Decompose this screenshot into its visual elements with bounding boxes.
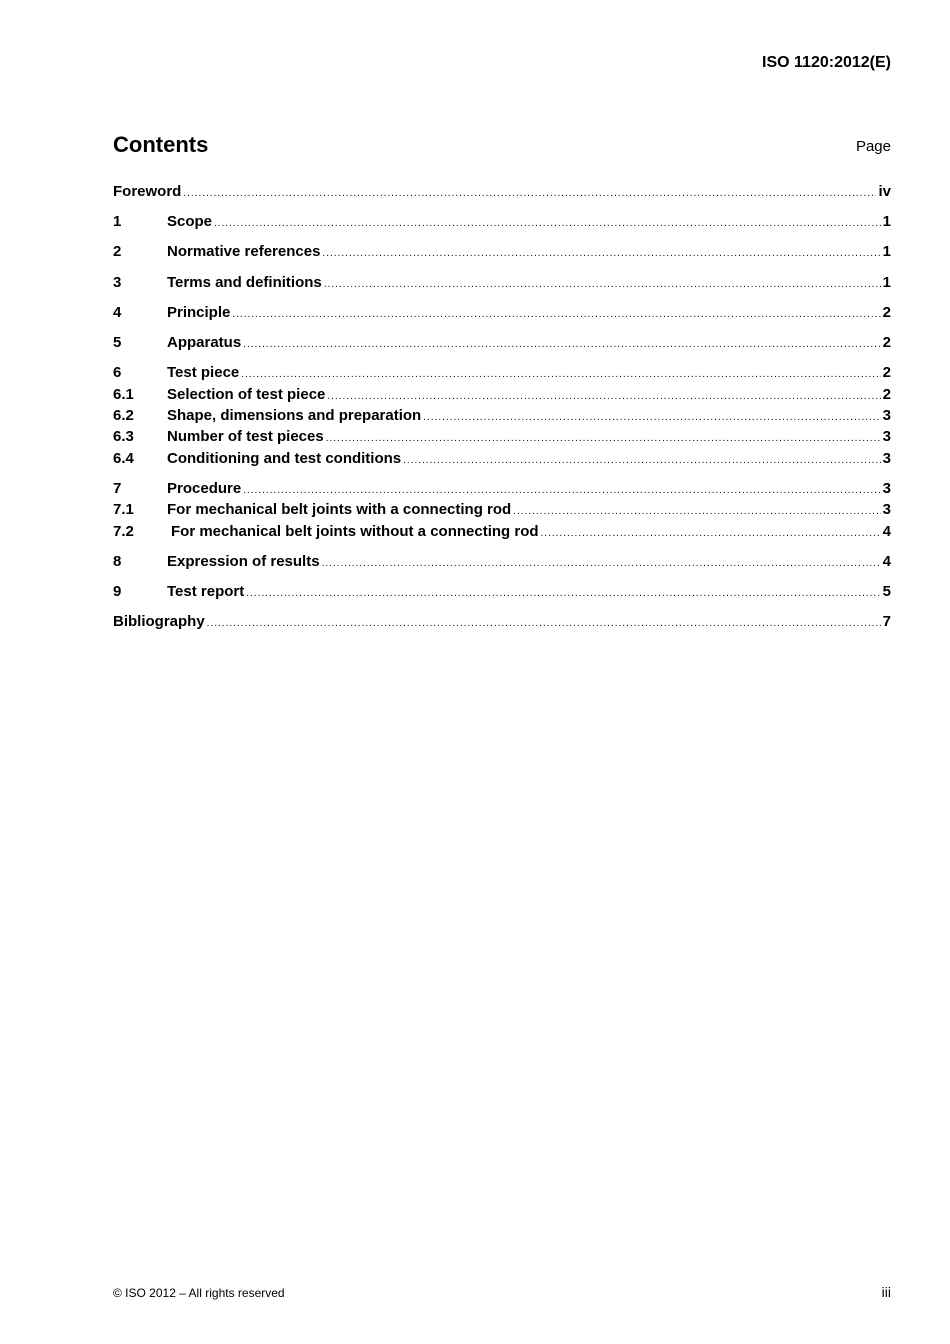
- toc-entry-number: 6.4: [113, 449, 134, 467]
- toc-entry-number: 4: [113, 303, 122, 321]
- toc-entry-page: iv: [878, 183, 891, 200]
- toc-entry-number: 6.1: [113, 385, 134, 403]
- toc-entry-title: Selection of test piece: [167, 385, 326, 403]
- toc-entry-number: 6.2: [113, 407, 134, 425]
- toc-entry-number: 6: [113, 364, 122, 382]
- dot-leader: [513, 502, 880, 521]
- toc-entry-page: 2: [882, 334, 891, 352]
- document-identifier: ISO 1120:2012(E): [762, 54, 891, 71]
- toc-entry-page: 4: [882, 553, 891, 571]
- toc-entry-page: 7: [882, 613, 891, 631]
- copyright-notice: © ISO 2012 – All rights reserved: [113, 1286, 285, 1300]
- toc-entry-title: Expression of results: [167, 553, 320, 571]
- toc-entry-page: 3: [882, 407, 891, 425]
- toc-entry-title: Foreword: [113, 183, 182, 200]
- dot-leader: [232, 305, 880, 324]
- dot-leader: [246, 584, 880, 603]
- dot-leader: [322, 244, 880, 263]
- toc-entry-expression-of-results[interactable]: [113, 552, 891, 573]
- toc-entry-selection-of-test-piece[interactable]: [113, 385, 891, 406]
- toc-entry-number: 3: [113, 273, 122, 291]
- dot-leader: [322, 554, 881, 573]
- footer-page-number: iii: [881, 1284, 891, 1300]
- toc-entry-page: 2: [882, 364, 891, 382]
- toc-entry-page: 4: [882, 522, 891, 540]
- dot-leader: [241, 365, 880, 384]
- toc-entry-title: For mechanical belt joints with a connecting rod: [167, 501, 512, 519]
- toc-entry-number: 2: [113, 243, 122, 261]
- toc-entry-title: Shape, dimensions and preparation: [167, 407, 422, 425]
- toc-entry-principle[interactable]: [113, 303, 891, 324]
- toc-entry-page: 2: [882, 385, 891, 403]
- toc-entry-number-of-test-pieces[interactable]: [113, 427, 891, 448]
- toc-entry-number: 5: [113, 334, 122, 352]
- toc-entry-page: 1: [882, 273, 891, 291]
- toc-entry-title: Bibliography: [113, 613, 205, 631]
- toc-entry-title: Scope: [167, 213, 213, 231]
- toc-entry-normative-references[interactable]: [113, 242, 891, 263]
- toc-entry-bibliography[interactable]: [113, 612, 891, 633]
- toc-entry-number: 7: [113, 480, 122, 498]
- toc-entry-number: 1: [113, 213, 122, 231]
- toc-entry-test-report[interactable]: [113, 582, 891, 603]
- toc-entry-number: 9: [113, 583, 122, 601]
- toc-entry-test-piece[interactable]: [113, 363, 891, 384]
- dot-leader: [423, 408, 880, 427]
- toc-entry-title: Conditioning and test conditions: [167, 449, 402, 467]
- toc-entry-joints-with-connecting-rod[interactable]: [113, 500, 891, 521]
- dot-leader: [183, 184, 876, 203]
- toc-entry-number: 7.2: [113, 522, 134, 540]
- dot-leader: [541, 524, 881, 543]
- table-of-contents: [113, 182, 891, 634]
- toc-entry-title: Principle: [167, 303, 231, 321]
- toc-entry-title: Terms and definitions: [167, 273, 322, 291]
- dot-leader: [327, 387, 880, 406]
- toc-entry-page: 2: [882, 303, 891, 321]
- toc-entry-scope[interactable]: [113, 212, 891, 233]
- toc-entry-title: For mechanical belt joints without a connecting rod: [171, 522, 539, 540]
- toc-entry-title: Test report: [167, 583, 245, 601]
- toc-entry-page: 3: [882, 449, 891, 467]
- dot-leader: [214, 214, 881, 233]
- toc-entry-page: 3: [882, 428, 891, 446]
- toc-entry-apparatus[interactable]: [113, 333, 891, 354]
- toc-entry-page: 3: [882, 480, 891, 498]
- toc-entry-procedure[interactable]: [113, 479, 891, 500]
- toc-entry-page: 1: [882, 213, 891, 231]
- toc-entry-number: 6.3: [113, 428, 134, 446]
- toc-entry-shape-dimensions-preparation[interactable]: [113, 406, 891, 427]
- toc-entry-page: 3: [882, 501, 891, 519]
- dot-leader: [403, 451, 881, 470]
- toc-entry-terms-and-definitions[interactable]: [113, 273, 891, 294]
- toc-entry-number: 8: [113, 553, 122, 571]
- dot-leader: [243, 335, 880, 354]
- toc-entry-page: 5: [882, 583, 891, 601]
- page-column-label: Page: [855, 138, 891, 155]
- toc-entry-page: 1: [882, 243, 891, 261]
- dot-leader: [326, 429, 881, 448]
- dot-leader: [243, 481, 880, 500]
- toc-entry-foreword[interactable]: [113, 182, 891, 203]
- contents-heading: Contents: [113, 132, 209, 157]
- dot-leader: [324, 275, 881, 294]
- dot-leader: [207, 614, 881, 633]
- toc-entry-title: Test piece: [167, 364, 240, 382]
- toc-entry-title: Apparatus: [167, 334, 242, 352]
- toc-entry-title: Number of test pieces: [167, 428, 324, 446]
- toc-entry-number: 7.1: [113, 501, 134, 519]
- toc-entry-title: Normative references: [167, 243, 321, 261]
- toc-entry-title: Procedure: [167, 480, 242, 498]
- toc-entry-conditioning-and-test-conditions[interactable]: [113, 449, 891, 470]
- toc-entry-joints-without-connecting-rod[interactable]: [113, 522, 891, 543]
